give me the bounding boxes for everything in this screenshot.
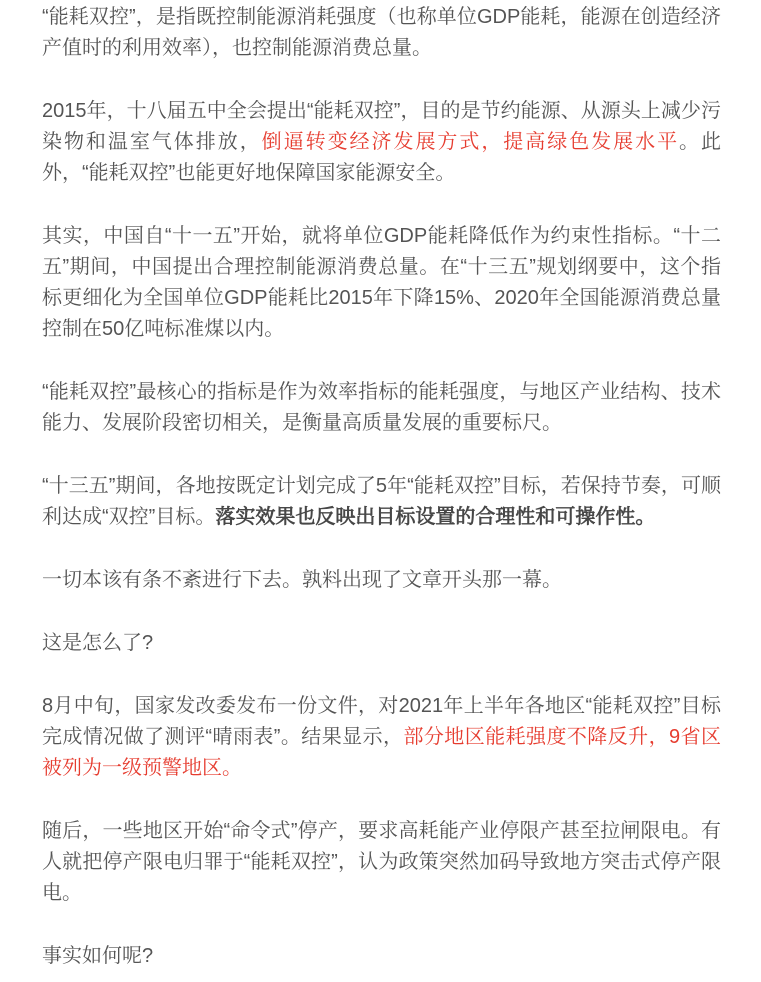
text-run: “十三五”期间，各地按既定计划完成了5年“能耗双控”目标，若保持节奏，可顺利达成“双控”目标。 (42, 475, 721, 528)
paragraph (42, 377, 721, 439)
paragraph (42, 471, 721, 533)
text-run: “能耗双控”最核心的指标是作为效率指标的能耗强度，与地区产业结构、技术能力、发展阶段密切相关，是衡量高质量发展的重要标尺。 (42, 381, 721, 434)
paragraph (42, 221, 721, 345)
text-run: 2015年，十八届五中全会提出“能耗双控”，目的是节约能源、从源头上减少污染物和温室气体排放， (42, 100, 721, 153)
bold-text-run: 落实效果也反映出目标设置的合理性和可操作性。 (215, 506, 656, 528)
article-paragraphs (42, 2, 721, 972)
text-run: “能耗双控”，是指既控制能源消耗强度（也称单位GDP能耗，能源在创造经济产值时的利用效率），也控制能源消费总量。 (42, 6, 721, 59)
text-run: 8月中旬，国家发改委发布一份文件，对2021年上半年各地区“能耗双控”目标完成情况做了测评“晴雨表”。结果显示， (42, 695, 721, 748)
paragraph (42, 691, 721, 784)
paragraph (42, 816, 721, 909)
text-run: 其实，中国自“十一五”开始，就将单位GDP能耗降低作为约束性指标。“十二五”期间，中国提出合理控制能源消费总量。在“十三五”规划纲要中，这个指标更细化为全国单位GDP能耗比2015年下降15%、2020年全国能源消费总量控制在50亿吨标准煤以内。 (42, 225, 721, 340)
paragraph (42, 941, 721, 972)
red-highlight-text-run: 倒逼转变经济发展方式，提高绿色发展水平 (261, 131, 680, 153)
red-highlight-text-run: 部分地区能耗强度不降反升，9省区被列为一级预警地区。 (42, 726, 721, 779)
paragraph (42, 2, 721, 64)
text-run: 这是怎么了? (42, 632, 154, 654)
text-run: 随后，一些地区开始“命令式”停产，要求高耗能产业停限产甚至拉闸限电。有人就把停产限电归罪于“能耗双控”，认为政策突然加码导致地方突击式停产限电。 (42, 820, 721, 904)
text-run: 。此外，“能耗双控”也能更好地保障国家能源安全。 (42, 131, 722, 184)
paragraph (42, 565, 721, 596)
text-run: 事实如何呢? (42, 945, 154, 967)
paragraph (42, 96, 721, 189)
text-run: 一切本该有条不紊进行下去。孰料出现了文章开头那一幕。 (42, 569, 562, 591)
paragraph (42, 628, 721, 659)
